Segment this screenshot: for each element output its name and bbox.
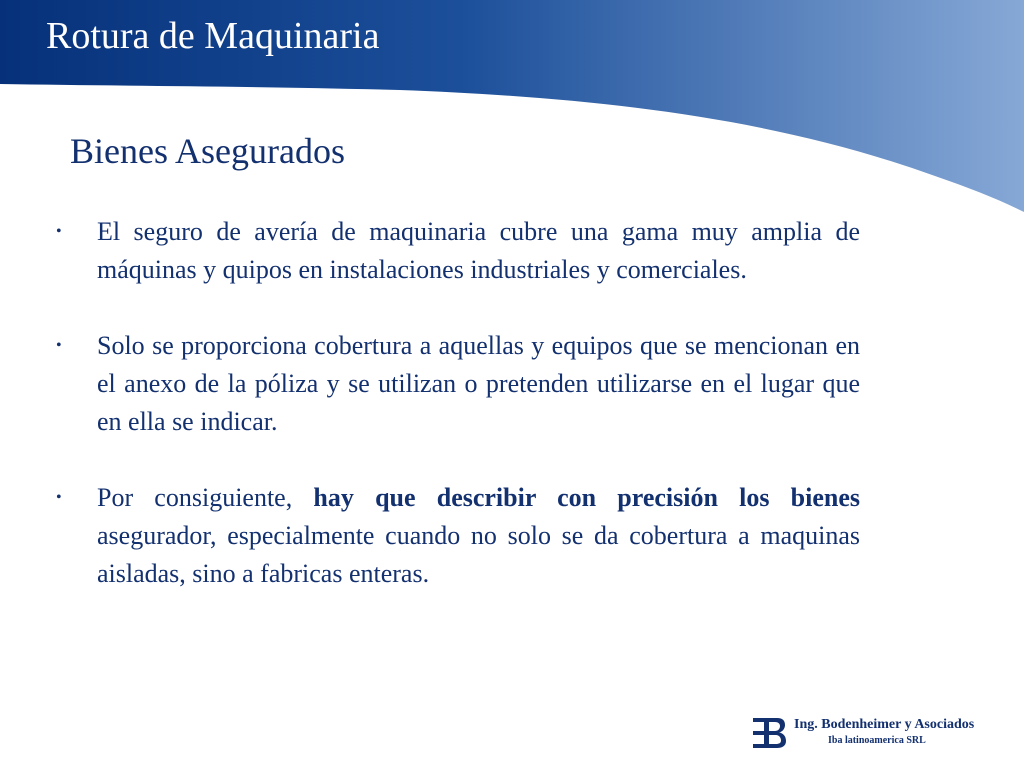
bullet-marker: • [56, 337, 62, 354]
ib-monogram-icon [752, 716, 788, 750]
bullet-text-before: Por consiguiente, [97, 483, 314, 512]
logo-company-name: Ing. Bodenheimer y Asociados [794, 717, 975, 732]
section-title: Bienes Asegurados [70, 131, 345, 171]
bullet-item-2 [56, 327, 860, 441]
bullet-text: Solo se proporciona cobertura a aquellas y equipos que se mencionan en el anexo de la póliza y se utilizan o pretenden utilizarse en el lugar que en ella se indicar. [97, 331, 860, 436]
bullet-text: El seguro de avería de maquinaria cubre una gama muy amplia de máquinas y quipos en instalaciones industriales y comerciales. [97, 217, 860, 284]
bullet-text [97, 483, 860, 588]
bullet-item-1 [56, 213, 860, 289]
bullet-marker: • [56, 489, 62, 506]
company-logo [752, 716, 1002, 752]
slide-title: Rotura de Maquinaria [46, 15, 380, 57]
bullet-text-emphasis: hay que describir con precisión los bienes [313, 483, 860, 512]
bullet-list [56, 213, 860, 631]
logo-subtitle: Iba latinoamerica SRL [828, 735, 926, 746]
bullet-text-after: asegurador, especialmente cuando no solo se da cobertura a maquinas aisladas, sino a fabricas enteras. [97, 521, 860, 588]
bullet-marker: • [56, 223, 62, 240]
bullet-item-3 [56, 479, 860, 593]
